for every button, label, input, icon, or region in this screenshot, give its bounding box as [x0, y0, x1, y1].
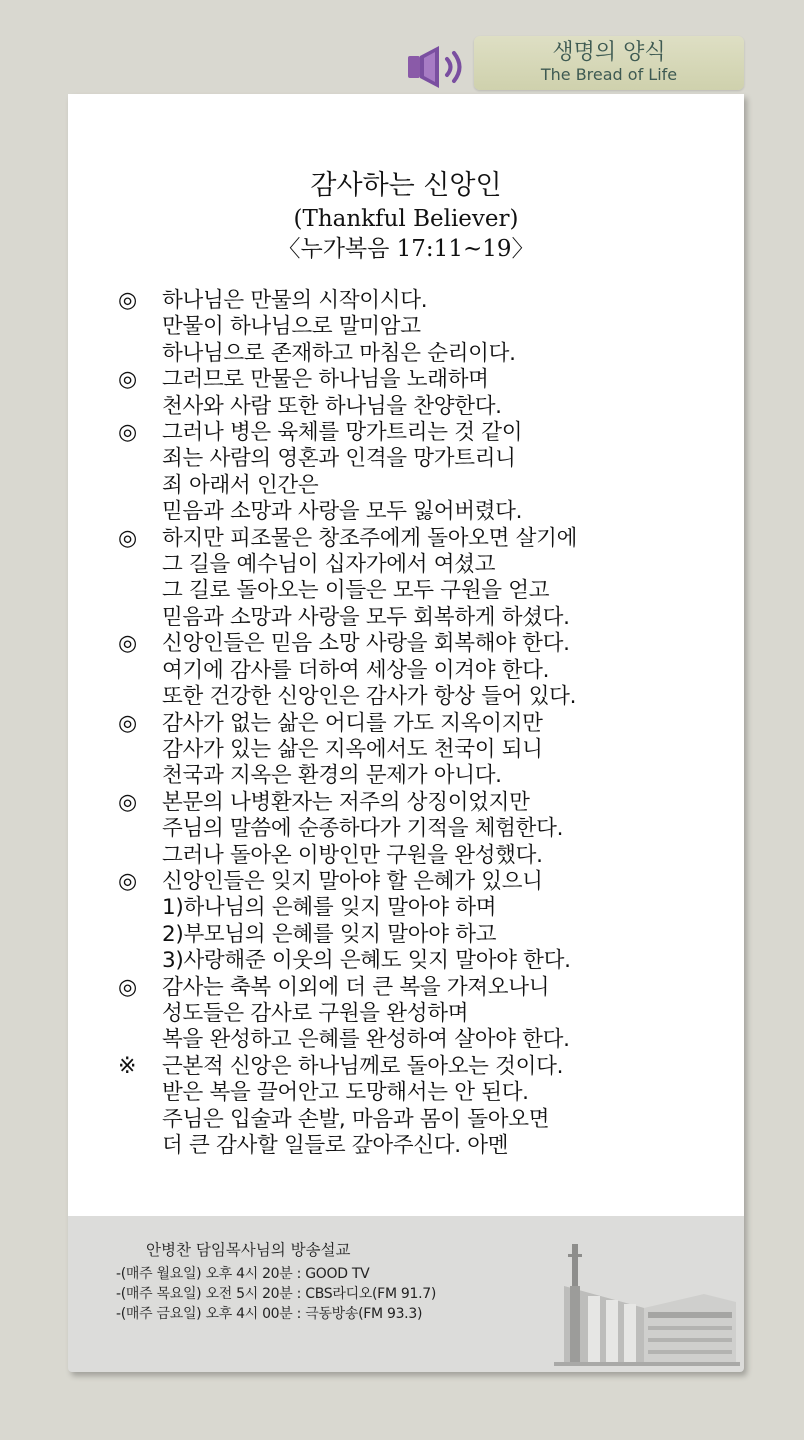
sermon-point [118, 711, 738, 790]
point-line: 주님은 입술과 손발, 마음과 몸이 돌아오면 [162, 1106, 550, 1132]
sermon-subtitle: (Thankful Believer) [293, 206, 519, 232]
brand-badge [474, 36, 744, 90]
point-lines [162, 869, 738, 975]
point-line: 만물이 하나님으로 말미암고 [162, 314, 421, 340]
point-lines [162, 631, 738, 710]
schedule-item: -(매주 월요일) 오후 4시 20분 : GOOD TV [116, 1266, 370, 1282]
point-line: 신앙인들은 잊지 말아야 할 은혜가 있으니 [162, 868, 543, 894]
point-line: 복을 완성하고 은혜를 완성하여 살아야 한다. [162, 1027, 570, 1053]
point-line: 여기에 감사를 더하여 세상을 이겨야 한다. [162, 657, 550, 683]
point-marker: ◎ [118, 420, 137, 446]
point-line: 2)부모님의 은혜를 잊지 말아야 하고 [162, 921, 497, 947]
point-line: 3)사랑해준 이웃의 은혜도 잊지 말아야 한다. [162, 948, 571, 974]
point-line: 그러나 돌아온 이방인만 구원을 완성했다. [162, 842, 543, 868]
point-line: 하지만 피조물은 창조주에게 돌아오면 살기에 [162, 525, 578, 551]
sermon-point [118, 975, 738, 1054]
speaker-icon[interactable] [405, 44, 469, 90]
point-line: 천국과 지옥은 환경의 문제가 아니다. [162, 763, 502, 789]
point-line: 그 길을 예수님이 십자가에서 여셨고 [162, 552, 496, 578]
point-marker: ◎ [118, 525, 137, 551]
point-line: 감사는 축복 이외에 더 큰 복을 가져오나니 [162, 974, 550, 1000]
point-marker: ◎ [118, 367, 137, 393]
broadcast-heading: 안병찬 담임목사님의 방송설교 [146, 1241, 351, 1259]
brand-english: The Bread of Life [540, 65, 678, 84]
point-line: 하나님으로 존재하고 마침은 순리이다. [162, 340, 516, 366]
broadcast-footer [68, 1216, 744, 1372]
point-line: 더 큰 감사할 일들로 갚아주신다. 아멘 [162, 1133, 509, 1158]
point-line: 신앙인들은 믿음 소망 사랑을 회복해야 한다. [162, 631, 570, 657]
point-line: 죄는 사람의 영혼과 인격을 망가트리니 [162, 446, 516, 472]
schedule-item: -(매주 금요일) 오후 4시 00분 : 극동방송(FM 93.3) [116, 1306, 423, 1322]
sermon-point [118, 288, 738, 367]
point-line: 근본적 신앙은 하나님께로 돌아오는 것이다. [162, 1053, 564, 1079]
point-lines [162, 711, 738, 790]
point-lines [162, 367, 738, 420]
schedule-item: -(매주 목요일) 오전 5시 20분 : CBS라디오(FM 91.7) [116, 1286, 437, 1302]
sermon-heading [68, 168, 744, 264]
point-line: 감사가 없는 삶은 어디를 가도 지옥이지만 [162, 710, 543, 736]
point-line: 믿음과 소망과 사랑을 모두 회복하게 하셨다. [162, 604, 570, 630]
sermon-points [118, 288, 738, 1159]
point-line: 그 길로 돌아오는 이들은 모두 구원을 얻고 [162, 578, 550, 604]
brand-korean: 생명의 양식 [552, 40, 666, 65]
point-line: 죄 아래서 인간은 [162, 472, 319, 498]
church-illustration [544, 1238, 740, 1368]
point-lines [162, 526, 738, 632]
point-lines [162, 420, 738, 526]
point-line: 받은 복을 끌어안고 도망해서는 안 된다. [162, 1080, 529, 1106]
point-line: 1)하나님의 은혜를 잊지 말아야 하며 [162, 895, 497, 921]
sermon-point [118, 420, 738, 526]
point-line: 주님의 말씀에 순종하다가 기적을 체험한다. [162, 816, 564, 842]
point-marker: ◎ [118, 868, 137, 894]
scripture-reference: 〈누가복음 17:11~19〉 [277, 236, 535, 262]
point-marker: ◎ [118, 974, 137, 1000]
point-marker: ※ [118, 1053, 137, 1079]
point-line: 감사가 있는 삶은 지옥에서도 천국이 되니 [162, 736, 543, 762]
point-lines [162, 790, 738, 869]
broadcast-schedule [116, 1264, 436, 1324]
point-marker: ◎ [118, 631, 137, 657]
sermon-point [118, 1054, 738, 1160]
point-line: 그러나 병은 육체를 망가트리는 것 같이 [162, 420, 523, 446]
point-line: 하나님은 만물의 시작이시다. [162, 288, 428, 313]
point-marker: ◎ [118, 710, 137, 736]
sermon-point [118, 526, 738, 632]
sermon-point [118, 631, 738, 710]
sermon-title: 감사하는 신앙인 [310, 170, 502, 201]
point-line: 천사와 사람 또한 하나님을 찬양한다. [162, 393, 502, 419]
point-line: 성도들은 감사로 구원을 완성하며 [162, 1000, 469, 1026]
point-line: 또한 건강한 신앙인은 감사가 항상 들어 있다. [162, 684, 577, 710]
point-lines [162, 1054, 738, 1160]
point-lines [162, 288, 738, 367]
point-marker: ◎ [118, 789, 137, 815]
point-line: 믿음과 소망과 사랑을 모두 잃어버렸다. [162, 499, 523, 525]
point-lines [162, 975, 738, 1054]
point-line: 본문의 나병환자는 저주의 상징이었지만 [162, 789, 530, 815]
point-marker: ◎ [118, 288, 137, 313]
point-line: 그러므로 만물은 하나님을 노래하며 [162, 367, 489, 393]
sermon-point [118, 790, 738, 869]
sermon-point [118, 869, 738, 975]
sermon-point [118, 367, 738, 420]
